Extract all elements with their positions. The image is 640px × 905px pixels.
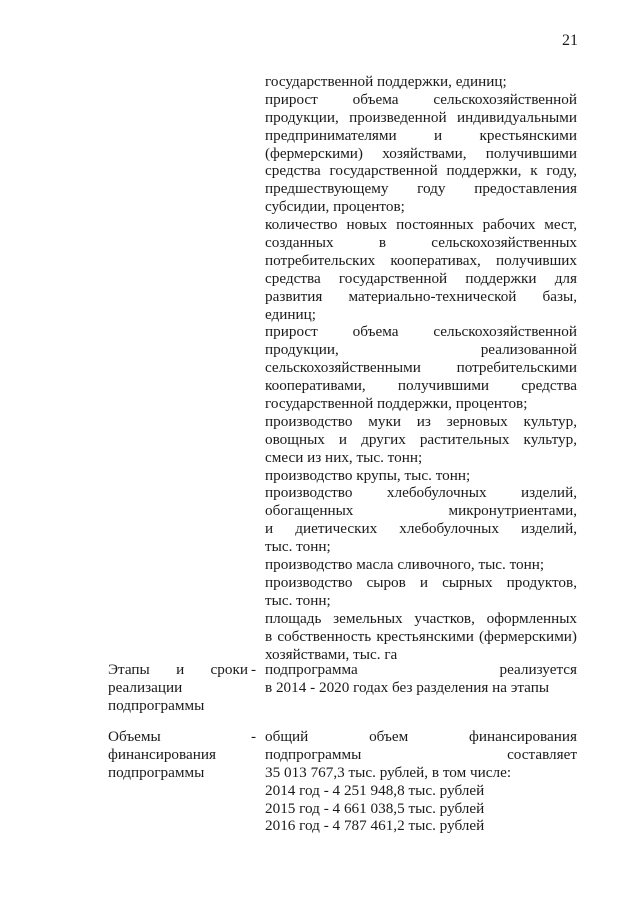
stages-label-line: реализации [108, 679, 183, 696]
indicators-text [265, 73, 577, 663]
page-number: 21 [562, 32, 578, 49]
indicator-line: в собственность крестьянскими (фермерскими) [265, 627, 577, 645]
indicator-line: предшествующему году предоставления [265, 180, 577, 198]
indicator-line: смеси из них, тыс. тонн; [265, 448, 423, 466]
indicator-line: производство масла сливочного, тыс. тонн; [265, 556, 545, 574]
funding-value-line: общий объем финансирования [265, 728, 577, 745]
funding-value-line: 35 013 767,3 тыс. рублей, в том числе: [265, 763, 512, 781]
funding-value [265, 728, 577, 835]
funding-value-line: 2016 год - 4 787 461,2 тыс. рублей [265, 817, 485, 835]
stages-value [265, 661, 577, 697]
indicator-line: развития материально-технической базы, [265, 287, 577, 305]
funding-label-line: финансирования [108, 746, 216, 763]
indicator-line: средства государственной поддержки, к году, [265, 162, 577, 180]
indicator-line: сельскохозяйственными потребительскими [265, 359, 577, 377]
stages-label-line: подпрограммы [108, 697, 205, 714]
stages-label-line: Этапы и сроки [108, 661, 248, 678]
funding-label-line: Объемы [108, 728, 161, 745]
indicator-line: продукции, произведенной индивидуальными [265, 108, 577, 126]
funding-value-line: 2015 год - 4 661 038,5 тыс. рублей [265, 799, 485, 817]
indicator-line: количество новых постоянных рабочих мест, [265, 216, 577, 234]
stages-value-line: подпрограмма реализуется [265, 661, 577, 678]
indicator-line: (фермерскими) хозяйствами, получившими [265, 144, 577, 162]
indicator-line: потребительских кооперативах, получивших [265, 251, 577, 269]
indicator-line: производство муки из зерновых культур, [265, 412, 577, 430]
stages-label [108, 661, 248, 715]
indicator-line: единиц; [265, 305, 316, 323]
indicator-line: овощных и других растительных культур, [265, 430, 577, 448]
indicator-line: государственной поддержки, единиц; [265, 73, 507, 90]
indicator-line: производство сыров и сырных продуктов, [265, 573, 577, 591]
indicator-line: субсидии, процентов; [265, 198, 405, 216]
funding-value-line: 2014 год - 4 251 948,8 тыс. рублей [265, 781, 485, 799]
indicator-line: площадь земельных участков, оформленных [265, 609, 577, 627]
indicator-line: и диетических хлебобулочных изделий, [265, 520, 577, 538]
indicator-line: прирост объема сельскохозяйственной [265, 323, 577, 341]
funding-value-line: подпрограммы составляет [265, 745, 577, 763]
indicator-line: производство хлебобулочных изделий, [265, 484, 577, 502]
indicator-line: тыс. тонн; [265, 538, 331, 556]
indicator-line: производство крупы, тыс. тонн; [265, 466, 471, 484]
indicator-line: прирост объема сельскохозяйственной [265, 90, 577, 108]
indicator-line: государственной поддержки, процентов; [265, 395, 528, 413]
indicator-line: кооперативами, получившими средства [265, 377, 577, 395]
indicator-line: предпринимателями и крестьянскими [265, 126, 577, 144]
stages-dash: - [251, 661, 257, 678]
funding-label [108, 728, 248, 782]
indicator-line: средства государственной поддержки для [265, 269, 577, 287]
indicator-line: обогащенных микронутриентами, [265, 502, 577, 520]
indicator-line: продукции, реализованной [265, 341, 577, 359]
indicator-line: созданных в сельскохозяйственных [265, 234, 577, 252]
stages-value-line: в 2014 - 2020 годах без разделения на этапы [265, 678, 550, 696]
indicator-line: тыс. тонн; [265, 591, 331, 609]
funding-dash: - [251, 728, 257, 745]
indicator-line: хозяйствами, тыс. га [265, 645, 398, 663]
funding-label-line: подпрограммы [108, 764, 205, 781]
